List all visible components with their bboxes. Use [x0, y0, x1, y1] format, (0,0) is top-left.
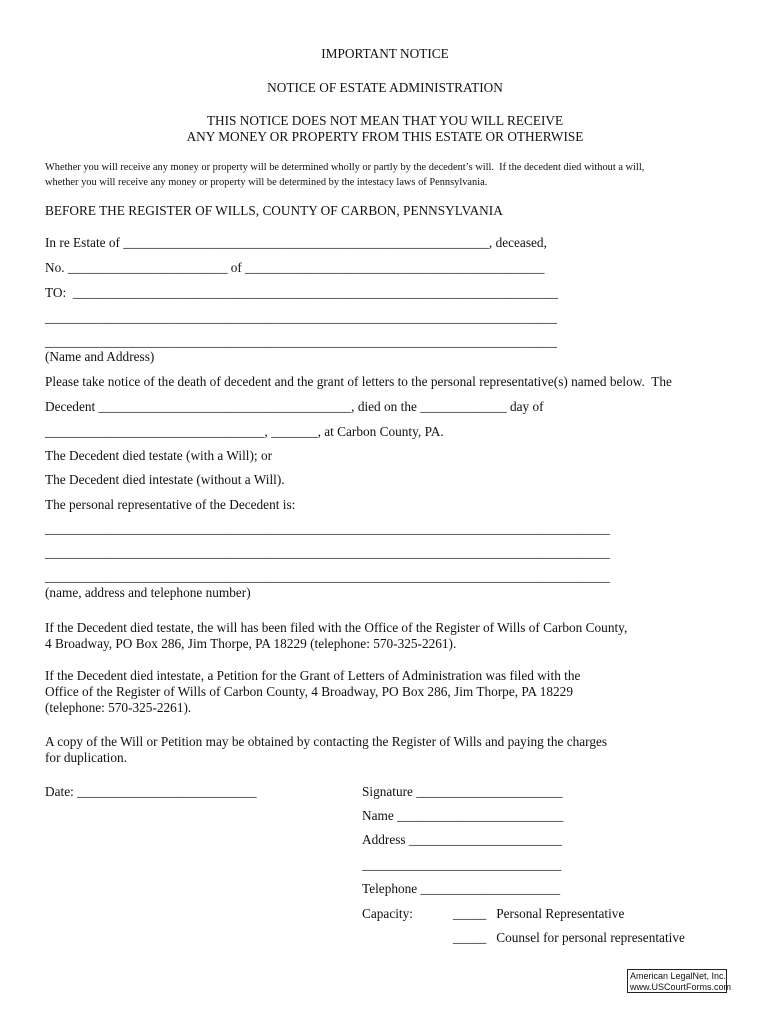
representative-blank-3[interactable]: _____________________________________________________________________________________ [45, 569, 611, 584]
decedent-field[interactable]: Decedent ______________________________________, died on the _____________ day of [45, 399, 544, 414]
warning-line-1: THIS NOTICE DOES NOT MEAN THAT YOU WILL RECEIVE [206, 113, 564, 128]
name-field[interactable]: Name _________________________ [362, 808, 564, 823]
estate-name-field[interactable]: In re Estate of _______________________________________________________, deceased, [45, 235, 547, 250]
signature-field[interactable]: Signature ______________________ [362, 784, 563, 799]
footer-line-1: American LegalNet, Inc. [630, 971, 727, 981]
testate-paragraph-1: If the Decedent died testate, the will has been filed with the Office of the Register of Wills of Carbon County, [45, 620, 628, 635]
date-field[interactable]: Date: ___________________________ [45, 784, 257, 799]
testate-line: The Decedent died testate (with a Will); or [45, 448, 273, 463]
notice-subtitle: NOTICE OF ESTATE ADMINISTRATION [267, 80, 503, 95]
representative-blank-1[interactable]: _____________________________________________________________________________________ [45, 521, 611, 536]
testate-paragraph-2: 4 Broadway, PO Box 286, Jim Thorpe, PA 18229 (telephone: 570-325-2261). [45, 636, 457, 651]
footer-line-2: www.USCourtForms.com [630, 982, 732, 992]
intestate-line: The Decedent died intestate (without a Will). [45, 472, 285, 487]
copy-paragraph-1: A copy of the Will or Petition may be obtained by contacting the Register of Wills and paying the charges [45, 734, 608, 749]
warning-line-2: ANY MONEY OR PROPERTY FROM THIS ESTATE OR OTHERWISE [186, 129, 584, 144]
intestate-paragraph-2: Office of the Register of Wills of Carbon County, 4 Broadway, PO Box 286, Jim Thorpe, PA 18229 [45, 684, 573, 699]
notice-title: IMPORTANT NOTICE [321, 46, 449, 61]
telephone-field[interactable]: Telephone _____________________ [362, 881, 561, 896]
representative-caption: (name, address and telephone number) [45, 585, 251, 600]
address-field-2[interactable]: ______________________________ [362, 857, 562, 872]
capacity-label: Capacity: [362, 906, 413, 921]
case-number-field[interactable]: No. ________________________ of _____________________________________________ [45, 260, 545, 275]
intestate-paragraph-3: (telephone: 570-325-2261). [45, 700, 192, 715]
notice-line: Please take notice of the death of decedent and the grant of letters to the personal representative(s) named below. The [45, 374, 672, 389]
intro-line-1: Whether you will receive any money or property will be determined wholly or partly by the decedent’s will. If the decedent died without a will, [45, 162, 645, 173]
death-date-field[interactable]: _________________________________, _______, at Carbon County, PA. [45, 424, 444, 439]
publisher-footer [627, 969, 732, 993]
court-heading: BEFORE THE REGISTER OF WILLS, COUNTY OF CARBON, PENNSYLVANIA [45, 203, 503, 218]
to-blank-line-2[interactable]: _____________________________________________________________________________ [45, 334, 557, 349]
capacity-option-counsel[interactable]: _____ Counsel for personal representative [453, 930, 685, 945]
representative-label: The personal representative of the Decedent is: [45, 497, 296, 512]
to-field[interactable]: TO: _________________________________________________________________________ [45, 285, 559, 300]
address-field[interactable]: Address _______________________ [362, 832, 562, 847]
name-address-caption: (Name and Address) [45, 349, 155, 364]
representative-blank-2[interactable]: _____________________________________________________________________________________ [45, 545, 611, 560]
intestate-paragraph-1: If the Decedent died intestate, a Petition for the Grant of Letters of Administration was filed with the [45, 668, 581, 683]
capacity-option-representative[interactable]: _____ Personal Representative [453, 906, 625, 921]
copy-paragraph-2: for duplication. [45, 750, 127, 765]
to-blank-line-1[interactable]: _____________________________________________________________________________ [45, 310, 557, 325]
intro-line-2: whether you will receive any money or property will be determined by the intestacy laws of Pennsylvania. [45, 177, 488, 188]
